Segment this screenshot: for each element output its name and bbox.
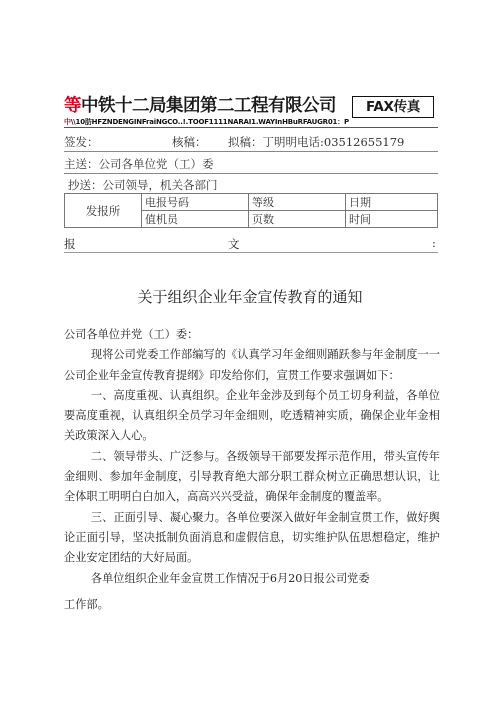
report-label: 报	[64, 237, 76, 251]
text-label: 文	[228, 237, 240, 251]
table-cell: 页数	[249, 211, 346, 228]
table-cell: 值机员	[142, 211, 249, 228]
header-rule	[64, 127, 438, 128]
table-cell: 时间	[346, 211, 438, 228]
table-row	[65, 194, 438, 211]
paragraph: 一、高度重视、认真组织。企业年金涉及到每个员工切身利益，各单位要高度重视，认真组织全员学习年金细则，吃透精神实质，确保企业年金相关政策深入人心。	[64, 388, 440, 443]
main-recipient: 主送：公司各单位党（工）委	[64, 157, 214, 171]
subtitle-text: \\10肪HFZNDENGINFraiNGCO..!.TOOF1111NARAI1.WAYInHBuRFAUGR01：P	[70, 118, 349, 126]
table-cell: 等级	[249, 194, 346, 211]
cc-recipients: 抄送：公司领导，机关各部门	[68, 178, 218, 192]
subtitle-mark: 中	[64, 118, 71, 126]
company-name-text: 中铁十二局集团第二工程有限公司	[81, 96, 336, 116]
recipient-rule	[64, 173, 438, 174]
body-rule	[64, 252, 438, 253]
closing: 工作部。	[64, 597, 109, 611]
salutation: 公司各单位并党（工）委：	[64, 328, 199, 341]
company-name	[64, 92, 336, 117]
paragraph: 现将公司党委工作部编写的《认真学习年金细则踊跃参与年金制度一一公司企业年金宣传教育提纲》印发给你们，宣贯工作要求强调如下：	[64, 348, 440, 382]
document-body	[64, 325, 440, 615]
table-cell: 电报号码	[142, 194, 249, 211]
paragraph: 三、正面引导、凝心聚力。各单位要深入做好年金制宣贯工作，做好舆论正面引导，坚决抵制负面消息和虚假信息，切实维护队伍思想稳定，维护企业安定团结的大好局面。	[64, 510, 440, 565]
colon-mark: :	[432, 236, 436, 250]
drafter-info: 拟稿：丁明明电话:03512655179	[228, 135, 405, 149]
company-mark: 等	[64, 96, 81, 116]
document-title: 关于组织企业年金宣传教育的通知	[137, 288, 363, 306]
company-subtitle	[64, 117, 349, 127]
paragraph: 二、领导带头、广泛参与。各级领导干部要发挥示范作用，带头宣传年金细则、参加年金制度，引导教育绝大部分职工群众树立正确思想认识，让全体职工明明白白加入，高高兴兴受益，确保年金制度的覆盖率。	[64, 449, 440, 504]
fax-info-table	[64, 193, 438, 228]
table-cell: 日期	[346, 194, 438, 211]
sender-label: 发报所	[65, 194, 142, 228]
fax-badge: FAX传真	[352, 96, 434, 118]
meta-rule	[64, 151, 438, 152]
reviewer-label: 核稿：	[172, 135, 207, 149]
paragraph: 各单位组织企业年金宣贯工作情况于6月20日报公司党委	[90, 571, 370, 585]
sign-label: 签发：	[64, 135, 99, 149]
